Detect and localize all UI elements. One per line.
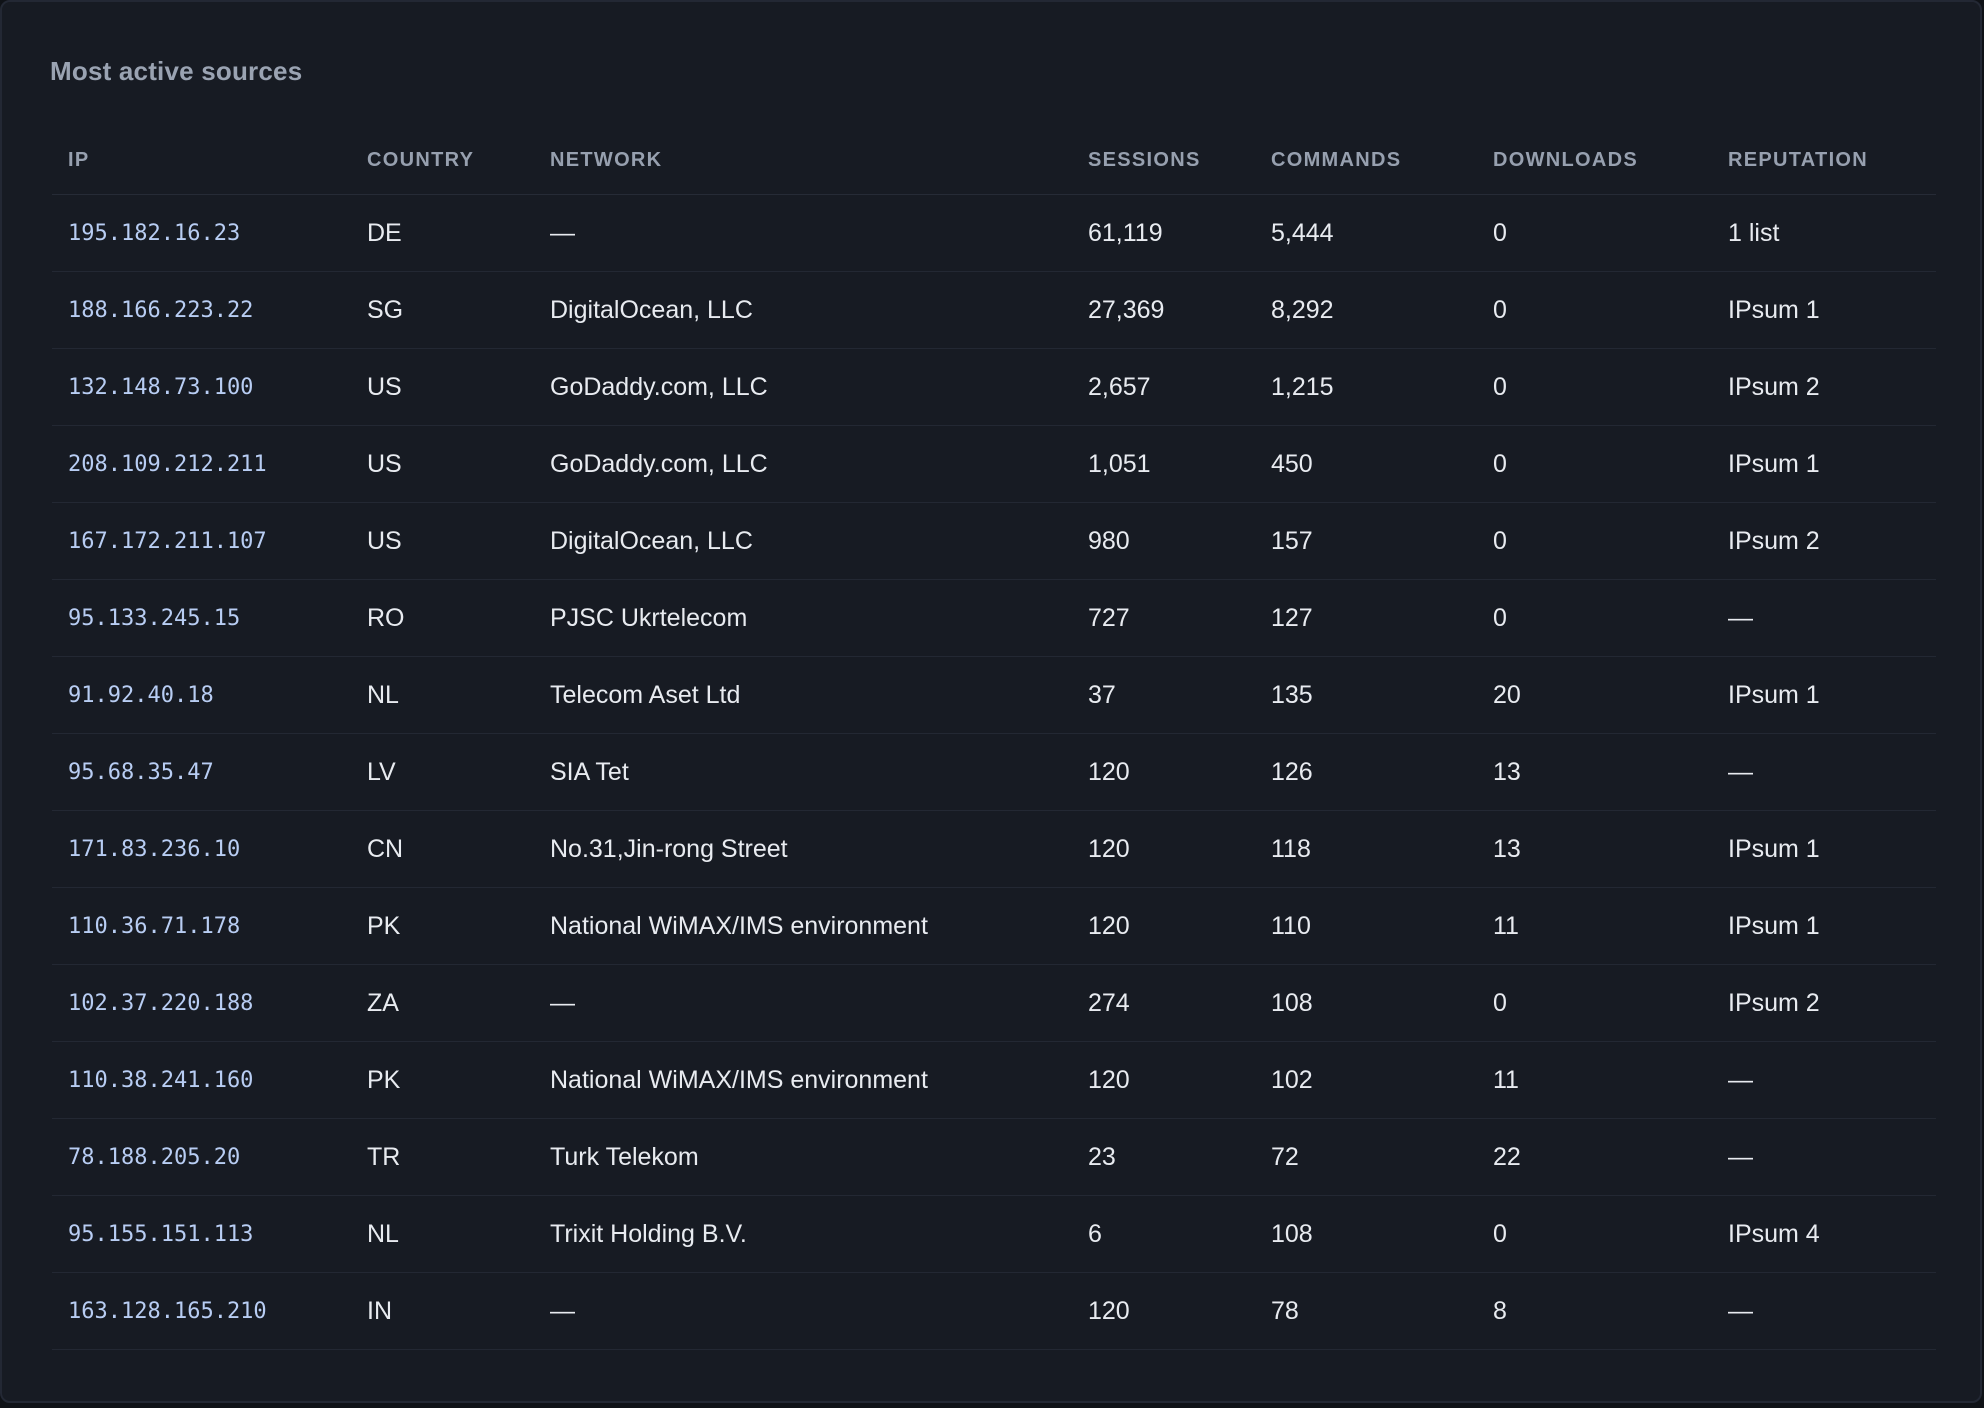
sessions-cell: 727: [1072, 580, 1255, 657]
network-cell: Trixit Holding B.V.: [534, 1196, 1072, 1273]
column-header-reputation[interactable]: REPUTATION: [1712, 126, 1936, 195]
country-cell: TR: [351, 1119, 534, 1196]
ip-cell[interactable]: 167.172.211.107: [52, 503, 351, 580]
network-cell: Turk Telekom: [534, 1119, 1072, 1196]
sessions-cell: 120: [1072, 811, 1255, 888]
panel-title: Most active sources: [50, 56, 303, 86]
commands-cell: 5,444: [1255, 195, 1477, 272]
table-header-row: [52, 126, 1936, 195]
sessions-cell: 274: [1072, 965, 1255, 1042]
sessions-cell: 61,119: [1072, 195, 1255, 272]
commands-cell: 157: [1255, 503, 1477, 580]
sessions-cell: 980: [1072, 503, 1255, 580]
network-cell: SIA Tet: [534, 734, 1072, 811]
table-row[interactable]: [52, 503, 1936, 580]
table-row[interactable]: [52, 349, 1936, 426]
sessions-cell: 6: [1072, 1196, 1255, 1273]
table-row[interactable]: [52, 1042, 1936, 1119]
country-cell: US: [351, 426, 534, 503]
sessions-cell: 120: [1072, 734, 1255, 811]
commands-cell: 78: [1255, 1273, 1477, 1350]
reputation-cell: —: [1712, 734, 1936, 811]
column-header-sessions[interactable]: SESSIONS: [1072, 126, 1255, 195]
country-cell: ZA: [351, 965, 534, 1042]
table-row[interactable]: [52, 426, 1936, 503]
reputation-cell: IPsum 1: [1712, 272, 1936, 349]
ip-cell[interactable]: 188.166.223.22: [52, 272, 351, 349]
network-cell: No.31,Jin-rong Street: [534, 811, 1072, 888]
reputation-cell: 1 list: [1712, 195, 1936, 272]
network-cell: GoDaddy.com, LLC: [534, 426, 1072, 503]
ip-cell[interactable]: 195.182.16.23: [52, 195, 351, 272]
downloads-cell: 11: [1477, 888, 1712, 965]
reputation-cell: IPsum 2: [1712, 349, 1936, 426]
ip-cell[interactable]: 102.37.220.188: [52, 965, 351, 1042]
downloads-cell: 13: [1477, 734, 1712, 811]
ip-cell[interactable]: 110.38.241.160: [52, 1042, 351, 1119]
downloads-cell: 8: [1477, 1273, 1712, 1350]
network-cell: National WiMAX/IMS environment: [534, 888, 1072, 965]
column-header-network[interactable]: NETWORK: [534, 126, 1072, 195]
downloads-cell: 0: [1477, 195, 1712, 272]
column-header-downloads[interactable]: DOWNLOADS: [1477, 126, 1712, 195]
table-row[interactable]: [52, 1273, 1936, 1350]
country-cell: PK: [351, 1042, 534, 1119]
reputation-cell: —: [1712, 1119, 1936, 1196]
ip-cell[interactable]: 91.92.40.18: [52, 657, 351, 734]
network-cell: Telecom Aset Ltd: [534, 657, 1072, 734]
table-row[interactable]: [52, 657, 1936, 734]
ip-cell[interactable]: 208.109.212.211: [52, 426, 351, 503]
country-cell: LV: [351, 734, 534, 811]
commands-cell: 1,215: [1255, 349, 1477, 426]
ip-cell[interactable]: 171.83.236.10: [52, 811, 351, 888]
ip-cell[interactable]: 110.36.71.178: [52, 888, 351, 965]
downloads-cell: 0: [1477, 349, 1712, 426]
commands-cell: 8,292: [1255, 272, 1477, 349]
reputation-cell: —: [1712, 1042, 1936, 1119]
table-row[interactable]: [52, 965, 1936, 1042]
sessions-cell: 1,051: [1072, 426, 1255, 503]
downloads-cell: 0: [1477, 426, 1712, 503]
table-row[interactable]: [52, 195, 1936, 272]
table-row[interactable]: [52, 1119, 1936, 1196]
country-cell: PK: [351, 888, 534, 965]
commands-cell: 127: [1255, 580, 1477, 657]
reputation-cell: IPsum 1: [1712, 657, 1936, 734]
commands-cell: 102: [1255, 1042, 1477, 1119]
commands-cell: 126: [1255, 734, 1477, 811]
commands-cell: 450: [1255, 426, 1477, 503]
sessions-cell: 120: [1072, 1042, 1255, 1119]
sessions-cell: 27,369: [1072, 272, 1255, 349]
ip-cell[interactable]: 78.188.205.20: [52, 1119, 351, 1196]
country-cell: SG: [351, 272, 534, 349]
table-row[interactable]: [52, 811, 1936, 888]
sessions-cell: 120: [1072, 1273, 1255, 1350]
country-cell: NL: [351, 657, 534, 734]
commands-cell: 135: [1255, 657, 1477, 734]
country-cell: IN: [351, 1273, 534, 1350]
ip-cell[interactable]: 132.148.73.100: [52, 349, 351, 426]
country-cell: DE: [351, 195, 534, 272]
table-row[interactable]: [52, 580, 1936, 657]
reputation-cell: IPsum 1: [1712, 811, 1936, 888]
reputation-cell: IPsum 1: [1712, 426, 1936, 503]
commands-cell: 110: [1255, 888, 1477, 965]
downloads-cell: 22: [1477, 1119, 1712, 1196]
commands-cell: 108: [1255, 1196, 1477, 1273]
network-cell: GoDaddy.com, LLC: [534, 349, 1072, 426]
ip-cell[interactable]: 95.155.151.113: [52, 1196, 351, 1273]
table-row[interactable]: [52, 272, 1936, 349]
network-cell: —: [534, 1273, 1072, 1350]
column-header-country[interactable]: COUNTRY: [351, 126, 534, 195]
network-cell: National WiMAX/IMS environment: [534, 1042, 1072, 1119]
reputation-cell: —: [1712, 580, 1936, 657]
country-cell: US: [351, 503, 534, 580]
sessions-cell: 120: [1072, 888, 1255, 965]
downloads-cell: 0: [1477, 580, 1712, 657]
table-row[interactable]: [52, 1196, 1936, 1273]
ip-cell[interactable]: 95.68.35.47: [52, 734, 351, 811]
commands-cell: 118: [1255, 811, 1477, 888]
downloads-cell: 0: [1477, 272, 1712, 349]
table-row[interactable]: [52, 734, 1936, 811]
country-cell: NL: [351, 1196, 534, 1273]
downloads-cell: 0: [1477, 503, 1712, 580]
ip-cell[interactable]: 95.133.245.15: [52, 580, 351, 657]
commands-cell: 72: [1255, 1119, 1477, 1196]
network-cell: PJSC Ukrtelecom: [534, 580, 1072, 657]
column-header-ip[interactable]: IP: [52, 126, 351, 195]
downloads-cell: 0: [1477, 965, 1712, 1042]
network-cell: —: [534, 195, 1072, 272]
network-cell: DigitalOcean, LLC: [534, 272, 1072, 349]
table-row[interactable]: [52, 888, 1936, 965]
column-header-commands[interactable]: COMMANDS: [1255, 126, 1477, 195]
country-cell: CN: [351, 811, 534, 888]
network-cell: —: [534, 965, 1072, 1042]
ip-cell[interactable]: 163.128.165.210: [52, 1273, 351, 1350]
downloads-cell: 0: [1477, 1196, 1712, 1273]
sessions-cell: 23: [1072, 1119, 1255, 1196]
reputation-cell: —: [1712, 1273, 1936, 1350]
sessions-cell: 37: [1072, 657, 1255, 734]
network-cell: DigitalOcean, LLC: [534, 503, 1072, 580]
country-cell: RO: [351, 580, 534, 657]
reputation-cell: IPsum 2: [1712, 503, 1936, 580]
downloads-cell: 20: [1477, 657, 1712, 734]
reputation-cell: IPsum 1: [1712, 888, 1936, 965]
reputation-cell: IPsum 2: [1712, 965, 1936, 1042]
sessions-cell: 2,657: [1072, 349, 1255, 426]
commands-cell: 108: [1255, 965, 1477, 1042]
downloads-cell: 11: [1477, 1042, 1712, 1119]
country-cell: US: [351, 349, 534, 426]
reputation-cell: IPsum 4: [1712, 1196, 1936, 1273]
downloads-cell: 13: [1477, 811, 1712, 888]
sources-table: [52, 126, 1936, 1350]
